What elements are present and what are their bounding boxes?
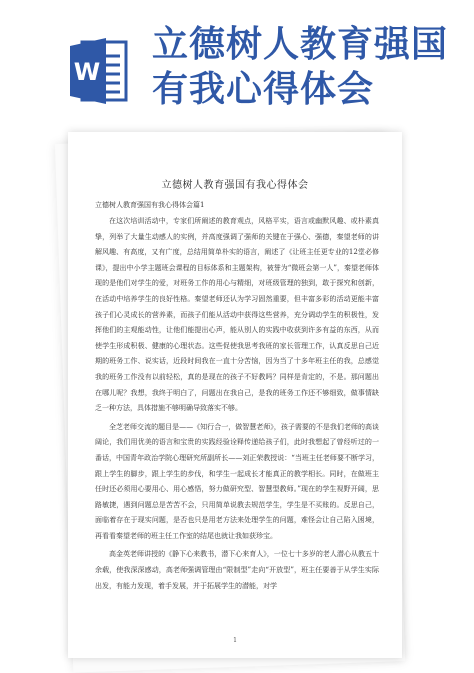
document-body <box>95 214 379 597</box>
banner <box>0 0 474 120</box>
paragraph: 全芝老师交流的题目是——《知行合一，做智慧老师》，孩子需要的不是我们老师的高谈阔论，我们用优美的语言和宝贵的实践经验诠释传递给孩子们，此时我想起了曾经听过的一番话，中国青年政治学院心理研究所副所长——刘正荣教授说：“当班主任老师要不断学习，跟上学生的脚步，跟上学生的步伐，和学生一起成长才能真正的教学相长。同时，在做班主任时还必须用心要用心、用心感悟，努力做研究型、智慧型教师。”现在的学生视野开阔，思路敏捷，遇到问题总是苦苦不会，只用简单说教去规范学生，学生是不买账的。反思自己，面临着存在于现实问题，是否也只是用老方法来处理学生的问题，难怪会让自己陷入困境，再看看秦望老师的班主任工作室的结尾也就让我如获珍宝。 <box>95 422 379 540</box>
document-title: 立德树人教育强国有我心得体会 <box>161 180 309 191</box>
word-icon <box>68 36 130 106</box>
word-icon-letter: W <box>73 58 101 86</box>
document-preview <box>40 120 440 669</box>
page-number: 1 <box>233 637 237 644</box>
paragraph: 在这次培训活动中，专家们所阐述的教育观点，风格平实，语言或幽默风趣、或朴素真挚，列举了大量生动感人的实例，并高度强调了强师的关键在于强心、强德，秦望老师的讲解风趣、有高度，又有广度，总结用简单朴实的语言，阐述了《让班主任更专业的12堂必修课》，提出中小学主题班会课程的目标体系和主题架构，被誉为“微班会第一人”，秦望老师体现的是他们对学生的爱，对班务工作的用心与精细，对班级管理的独到，敢于探究和创新，在活动中培养学生的良好性格。秦望老师还认为学习固然重要，但丰富多彩的活动更能丰富孩子们心灵成长的营养素，而孩子们能从活动中获得这些营养，充分调动学生的积极性，发挥他们的主观能动性，让他们能提出心声，能从别人的实践中收获到许多有益的东西，从而使学生形成积极、健康的心理状态。这些促使我思考我班的家长管理工作，认真反思自己近期的班务工作、说实话，近段时间我在一直十分苦恼，因为当了十多年班主任的我，总感觉我的班务工作没有以前轻松，真的是现在的孩子不好教吗？同样是肯定的，不是。那问题出在哪儿呢？我想，我终于明白了，问题出在我自己，是我的班务工作还不够细致，做事情缺乏一种方法，具体措施不够明确导致落实不够。 <box>95 217 379 413</box>
document-page <box>68 132 402 658</box>
paragraph: 高金英老师讲授的《静下心来教书，潜下心来育人》，一位七十多岁的老人潜心从教五十余载，使我深深感动，高老师强调管理由“限制型”走向“开放型”，班主任要善于从学生实际出发，有能力发现，着手发展，并于拓展学生的潜能，对学 <box>95 550 379 590</box>
banner-title: 立德树人教育强国有我心得体会 <box>152 24 449 110</box>
document-subtitle: 立德树人教育强国有我心得体会篇1 <box>95 201 205 209</box>
